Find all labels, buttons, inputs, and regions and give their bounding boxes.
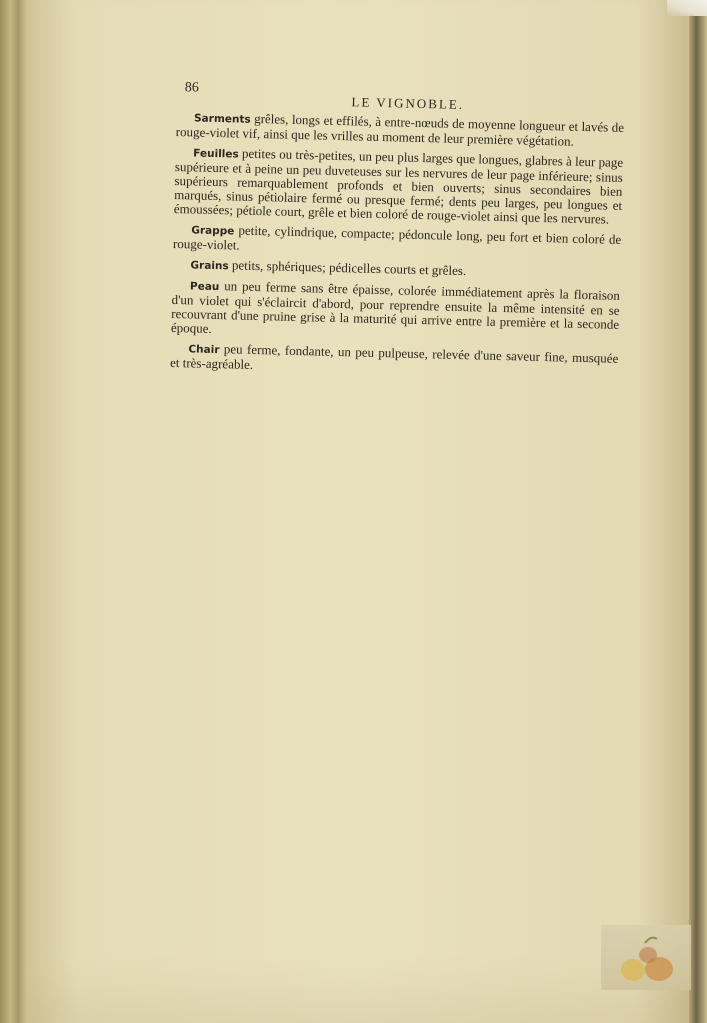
term-grappe: Grappe xyxy=(191,224,235,238)
desc-chair: peu ferme, fondante, un peu pulpeuse, relevée d'une saveur fine, musquée et très-agréable. xyxy=(169,341,619,372)
paragraph-chair xyxy=(170,341,619,381)
desc-feuilles: petites ou très-petites, un peu plus larges que longues, glabres à leur page supérieure et à peine un peu duveteuses sur les nervures de leur page inférieure; sinus supérieurs remarquablement profonds et bien ouverts; sinus secondaires bien marqués, sinus pétiolaire fermé ou presque fermé; dents peu larges, peu longues et émoussées; pétiole court, grêle et bien coloré de rouge-violet ainsi que les nervures. xyxy=(173,145,624,227)
term-grains: Grains xyxy=(190,259,229,273)
term-sarments: Sarments xyxy=(193,112,251,126)
paragraph-grappe xyxy=(173,222,622,262)
desc-peau: un peu ferme sans être épaisse, colorée immédiatement après la floraison d'un violet qui s'éclaircit d'abord, pour reprendre ensuite la même intensité en se recouvrant d'une pruine grise à la maturité qui arrive entre la première et la seconde époque. xyxy=(170,278,621,336)
desc-grains: petits, sphériques; pédicelles courts et grêles. xyxy=(231,257,467,279)
running-head: LE VIGNOBLE. xyxy=(351,94,465,113)
desc-sarments: grêles, longs et effilés, à entre-nœuds de moyenne longueur et lavés de rouge-violet vif, ainsi que les vrilles au moment de leur première végétation. xyxy=(175,110,625,149)
term-peau: Peau xyxy=(189,280,220,294)
background-corner xyxy=(667,0,707,16)
page-number: 86 xyxy=(184,80,199,96)
desc-grappe: petite, cylindrique, compacte; pédoncule long, peu fort et bien coloré de rouge-violet. xyxy=(172,222,622,253)
paragraph-feuilles xyxy=(174,145,624,227)
term-feuilles: Feuilles xyxy=(193,147,239,161)
term-chair: Chair xyxy=(188,343,220,357)
fruit-emblem-icon xyxy=(601,925,691,990)
page-text xyxy=(170,80,625,387)
paragraph-sarments xyxy=(176,110,625,150)
paragraph-peau xyxy=(171,278,620,346)
page-edge-right xyxy=(689,0,707,1023)
